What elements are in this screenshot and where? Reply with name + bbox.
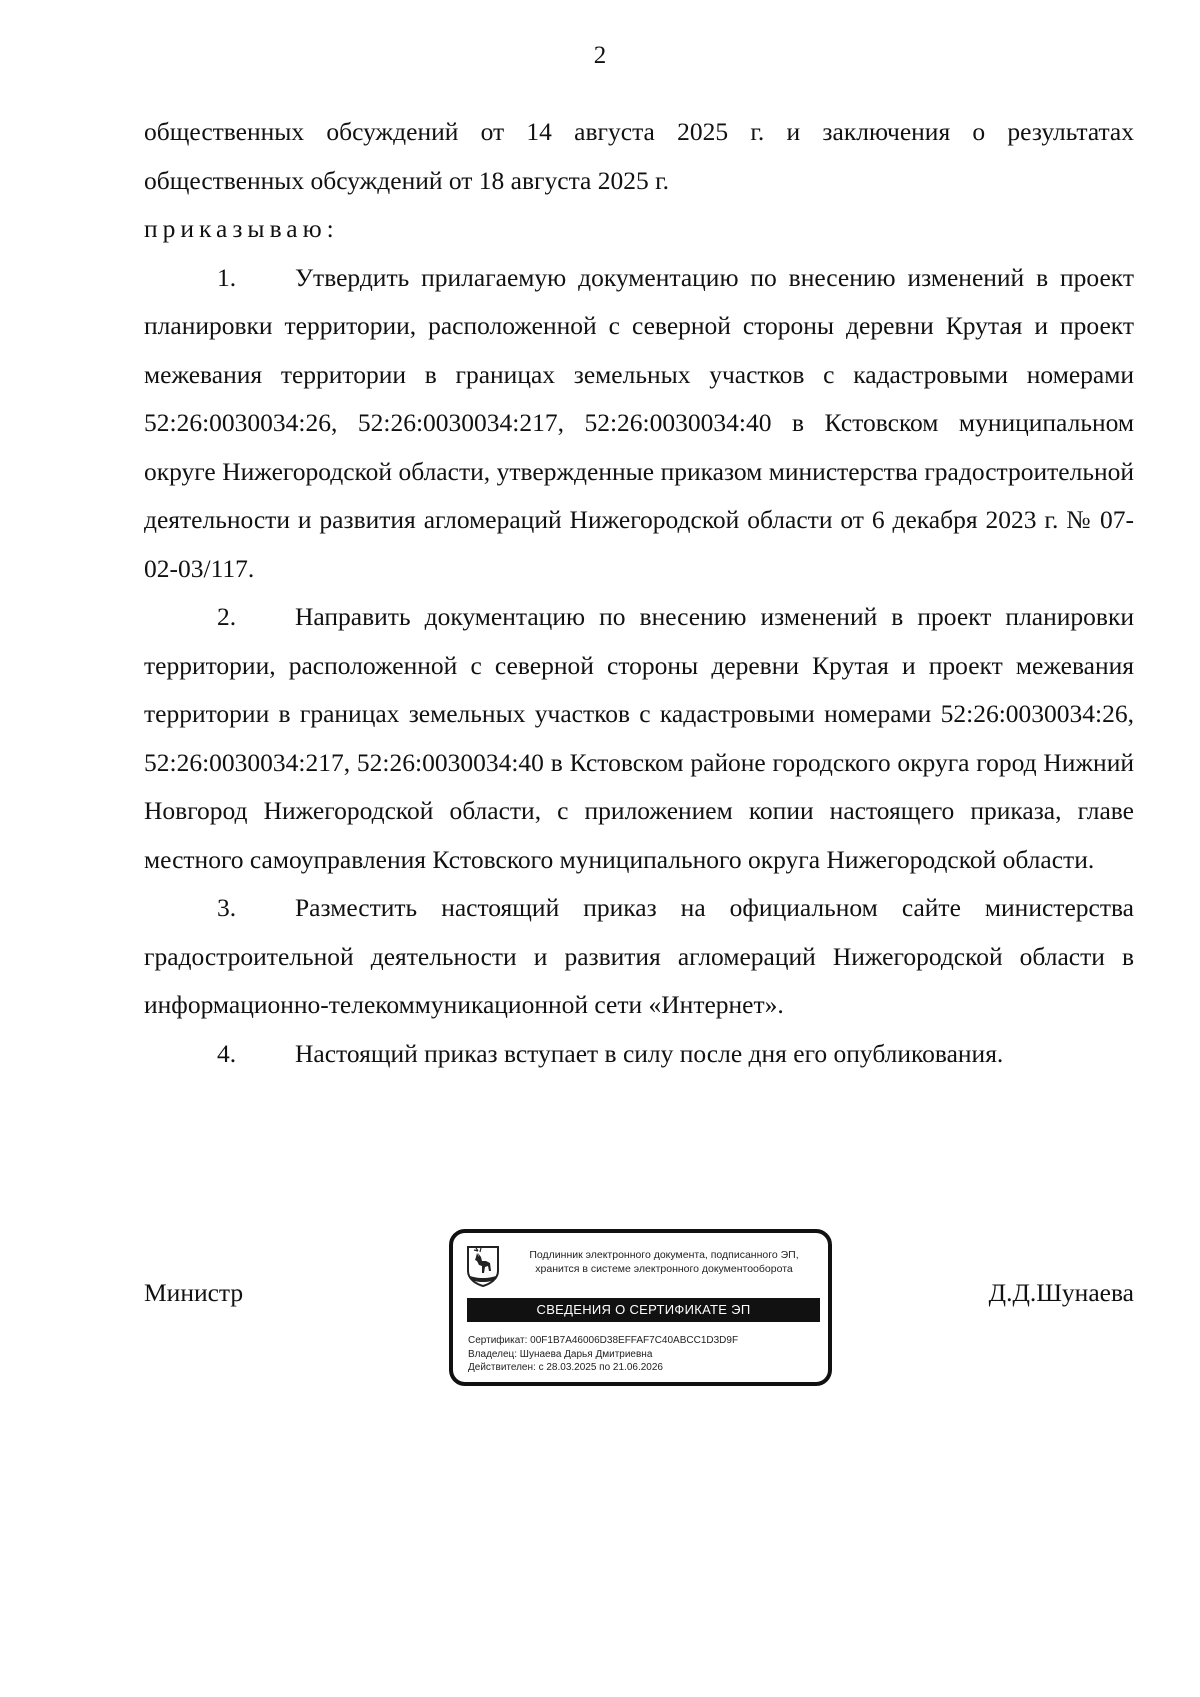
list-item-text: Утвердить прилагаемую документацию по внесению изменений в проект планировки территории, расположенной с северной стороны деревни Крутая и проект межевания территории в границах земельных участков с кадастровыми номерами 52:26:0030034:26, 52:26:0030034:217, 52:26:0030034:40 в Кстовском муниципальном округе Нижегородской области, утвержденные приказом министерства градостроительной деятельности и развития агломераций Нижегородской области от 6 декабря 2023 г. № 07-02-03/117.: [144, 262, 1134, 583]
intro-line-2: общественных обсуждений от 18 августа 2025 г.: [144, 165, 670, 195]
document-body: [144, 108, 1134, 1078]
deer-coat-of-arms-icon: [466, 1245, 500, 1287]
list-item: [144, 1030, 1134, 1079]
stamp-details: [468, 1334, 823, 1375]
stamp-header: [505, 1248, 823, 1276]
intro-line-1: общественных обсуждений от 14 августа 2025 г. и заключения о результатах: [144, 117, 1134, 146]
list-item-text: Настоящий приказ вступает в силу после дня его опубликования.: [295, 1038, 1004, 1068]
list-item-number: 4.: [217, 1038, 237, 1068]
list-item: [144, 884, 1134, 1030]
list-item: [144, 254, 1134, 594]
list-item-text: Направить документацию по внесению изменений в проект планировки территории, расположенной с северной стороны деревни Крутая и проект межевания территории в границах земельных участков с кадастровыми номерами 52:26:0030034:26, 52:26:0030034:217, 52:26:0030034:40 в Кстовском районе городского округа город Нижний Новгород Нижегородской области, с приложением копии настоящего приказа, главе местного самоуправления Кстовского муниципального округа Нижегородской области.: [144, 602, 1134, 874]
order-word: приказываю:: [144, 214, 339, 243]
signatory-name: Д.Д.Шунаева: [988, 1278, 1134, 1307]
signatory-title: Министр: [144, 1278, 244, 1307]
list-item-text: Разместить настоящий приказ на официальном сайте министерства градостроительной деятельности и развития агломераций Нижегородской области в информационно-телекоммуникационной сети «Интернет».: [144, 893, 1134, 1019]
list-item: [144, 593, 1134, 884]
stamp-validity: Действителен: с 28.03.2025 по 21.06.2026: [468, 1362, 663, 1373]
list-item-number: 1.: [217, 262, 237, 292]
list-item-number: 2.: [217, 602, 237, 631]
page-number: 2: [593, 42, 607, 69]
stamp-certificate-bar: СВЕДЕНИЯ О СЕРТИФИКАТЕ ЭП: [467, 1298, 820, 1322]
electronic-signature-stamp: [449, 1229, 832, 1386]
stamp-header-line: хранится в системе электронного документооборота: [535, 1263, 793, 1275]
stamp-certificate: Сертификат: 00F1B7A46006D38EFFAF7C40ABCC1D3D9F: [468, 1335, 739, 1346]
stamp-header-line: Подлинник электронного документа, подписанного ЭП,: [529, 1249, 799, 1261]
list-item-number: 3.: [217, 893, 237, 922]
stamp-owner: Владелец: Шунаева Дарья Дмитриевна: [468, 1348, 653, 1360]
